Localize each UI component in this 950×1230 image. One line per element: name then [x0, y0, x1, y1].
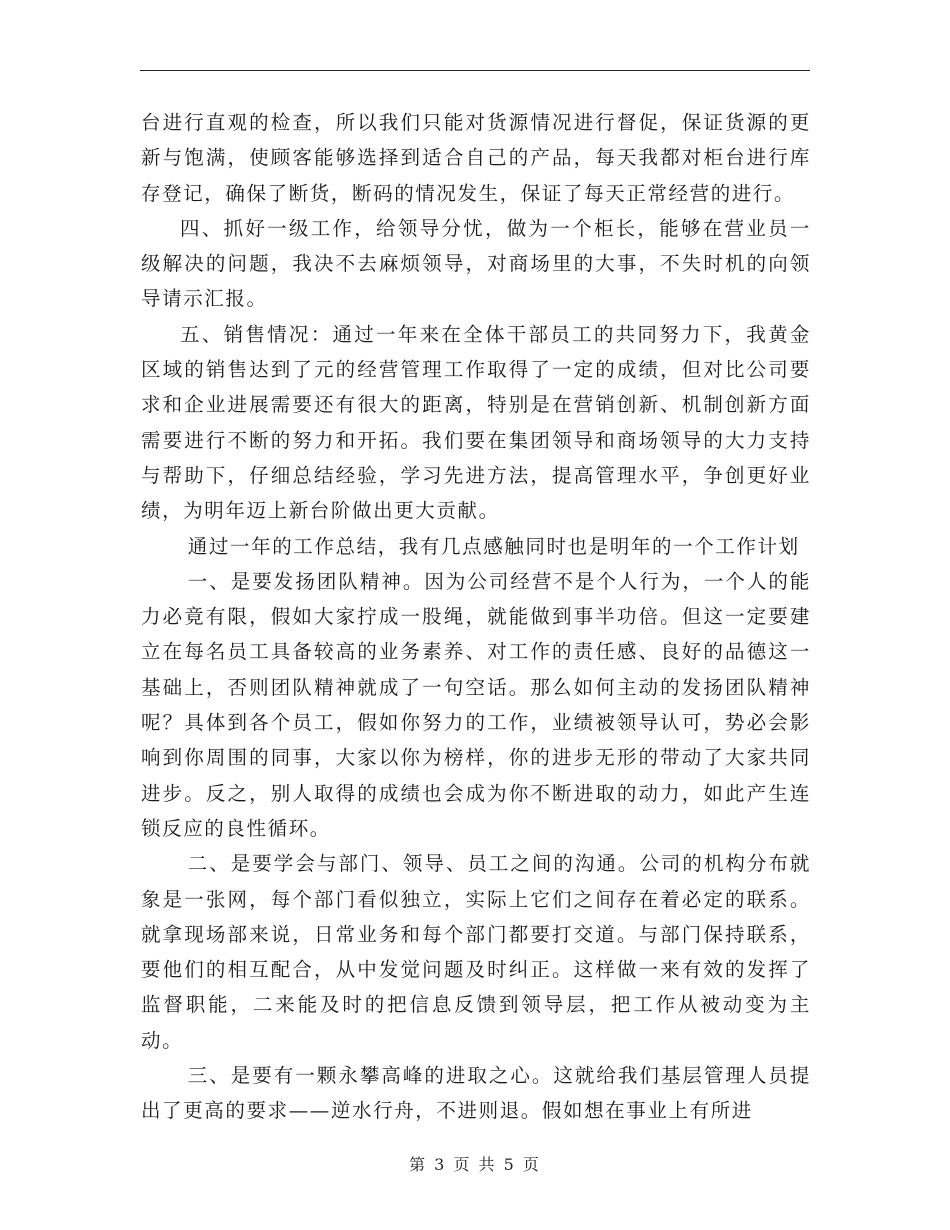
document-body: [141, 105, 811, 1129]
paragraph-plan-2: 二、是要学会与部门、领导、员工之间的沟通。公司的机构分布就象是一张网，每个部门看似独立，实际上它们之间存在着必定的联系。就拿现场部来说，日常业务和每个部门都要打交道。与部门保持联系，要他们的相互配合，从中发觉问题及时纠正。这样做一来有效的发挥了监督职能，二来能及时的把信息反馈到领导层，把工作从被动变为主动。: [141, 852, 811, 1052]
paragraph-section-4: 四、抓好一级工作，给领导分忧，做为一个柜长，能够在营业员一级解决的问题，我决不去麻烦领导，对商场里的大事，不失时机的向领导请示汇报。: [141, 216, 811, 311]
paragraph-section-5: 五、销售情况：通过一年来在全体干部员工的共同努力下，我黄金区域的销售达到了元的经营管理工作取得了一定的成绩，但对比公司要求和企业进展需要还有很大的距离，特别是在营销创新、机制创新方面需要进行不断的努力和开拓。我们要在集团领导和商场领导的大力支持与帮助下，仔细总结经验，学习先进方法，提高管理水平，争创更好业绩，为明年迈上新台阶做出更大贡献。: [141, 322, 811, 523]
page-number-footer: 第 3 页 共 5 页: [409, 1155, 541, 1174]
paragraph-continuation: 台进行直观的检查，所以我们只能对货源情况进行督促，保证货源的更新与饱满，使顾客能够选择到适合自己的产品，每天我都对柜台进行库存登记，确保了断货，断码的情况发生，保证了每天正常经营的进行。: [141, 111, 811, 205]
paragraph-plan-3: 三、是要有一颗永攀高峰的进取之心。这就给我们基层管理人员提出了更高的要求——逆水行舟，不进则退。假如想在事业上有所进: [141, 1064, 811, 1123]
header-rule: [140, 70, 810, 71]
paragraph-summary-intro: 通过一年的工作总结，我有几点感触同时也是明年的一个工作计划: [187, 534, 800, 558]
paragraph-plan-1: 一、是要发扬团队精神。因为公司经营不是个人行为，一个人的能力必竟有限，假如大家拧成一股绳，就能做到事半功倍。但这一定要建立在每名员工具备较高的业务素养、对工作的责任感、良好的品德这一基础上，否则团队精神就成了一句空话。那么如何主动的发扬团队精神呢？具体到各个员工，假如你努力的工作，业绩被领导认可，势必会影响到你周围的同事，大家以你为榜样，你的进步无形的带动了大家共同进步。反之，别人取得的成绩也会成为你不断进取的动力，如此产生连锁反应的良性循环。: [141, 569, 811, 840]
